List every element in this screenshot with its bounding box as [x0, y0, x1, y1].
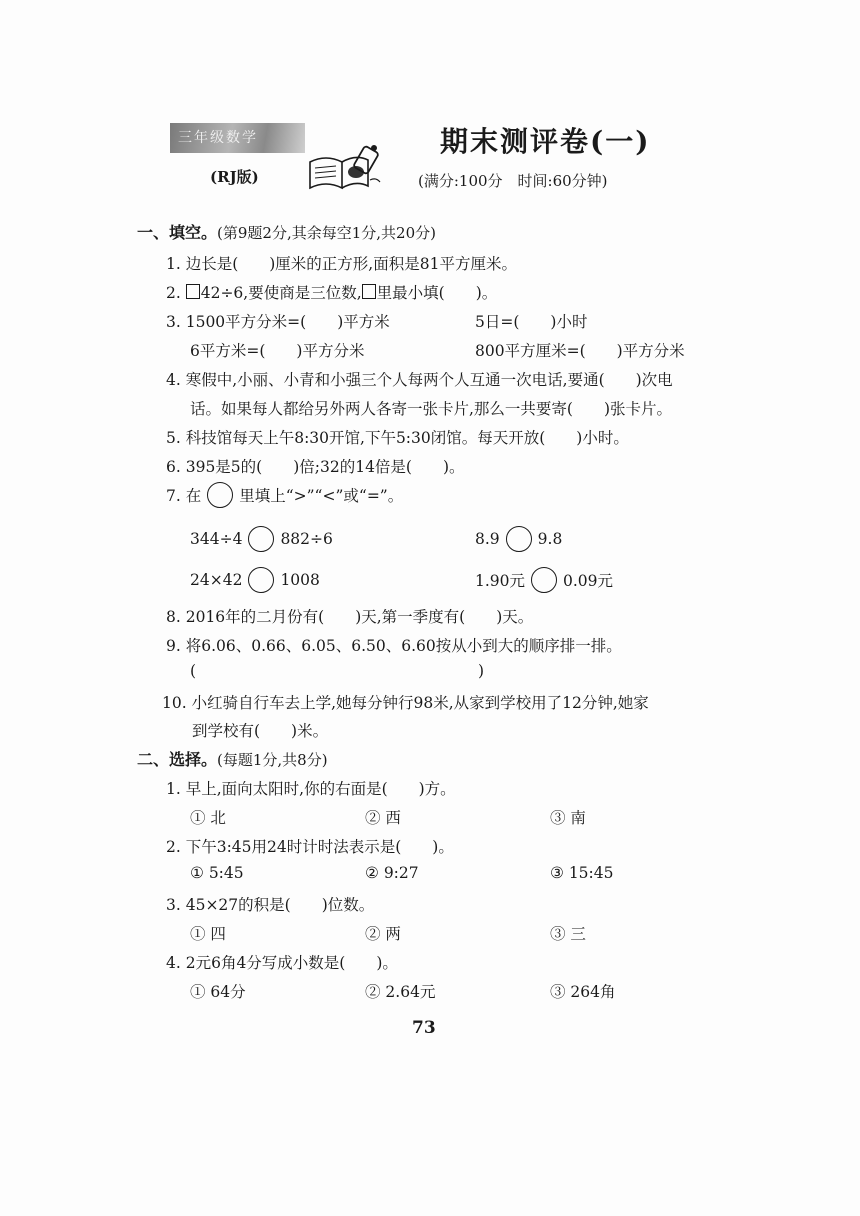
s1-q10a: 10. 小红骑自行车去上学,她每分钟行98米,从家到学校用了12分钟,她家	[162, 694, 649, 712]
edition-label: (RJ版)	[210, 168, 259, 186]
answer-circle	[248, 567, 274, 593]
s1-q9a: 9. 将6.06、0.66、6.05、6.50、6.60按从小到大的顺序排一排。	[166, 637, 622, 655]
s1-q3c: 6平方米=( )平方分米	[190, 342, 365, 360]
s1-q4a: 4. 寒假中,小丽、小青和小强三个人每两个人互通一次电话,要通( )次电	[166, 371, 673, 389]
s2-q1-opt3: ③ 南	[550, 809, 586, 827]
answer-circle	[248, 526, 274, 552]
blank-square	[186, 284, 200, 299]
section1-note: (第9题2分,其余每空1分,共20分)	[217, 224, 436, 242]
answer-circle	[531, 567, 557, 593]
score-time-info: (满分:100分 时间:60分钟)	[418, 172, 608, 190]
s2-q4: 4. 2元6角4分写成小数是( )。	[166, 954, 398, 972]
compare-1: 344÷4 882÷6	[190, 526, 333, 552]
s1-q3d: 800平方厘米=( )平方分米	[475, 342, 685, 360]
book-magnifier-icon	[306, 142, 384, 192]
s2-q4-opt2: ② 2.64元	[365, 983, 436, 1001]
s2-q3-opt3: ③ 三	[550, 925, 586, 943]
s1-q7: 7. 在 里填上“>”“<”或“=”。	[166, 482, 403, 508]
s2-q4-opt1: ① 64分	[190, 983, 246, 1001]
s1-q2: 2. 42÷6,要使商是三位数, 里最小填( )。	[166, 284, 498, 302]
s2-q1-opt1: ① 北	[190, 809, 226, 827]
s2-q3-opt2: ② 两	[365, 925, 401, 943]
grade-badge: 三年级数学	[170, 123, 305, 153]
s1-q3b: 5日=( )小时	[475, 313, 588, 331]
s1-q4b: 话。如果每人都给另外两人各寄一张卡片,那么一共要寄( )张卡片。	[190, 400, 673, 418]
s2-q4-opt3: ③ 264角	[550, 983, 616, 1001]
section2-note: (每题1分,共8分)	[217, 751, 328, 769]
page-title: 期末测评卷(一)	[440, 125, 651, 158]
s2-q1-opt2: ② 西	[365, 809, 401, 827]
compare-4: 1.90元 0.09元	[475, 567, 613, 593]
s1-q6: 6. 395是5的( )倍;32的14倍是( )。	[166, 458, 465, 476]
section2-heading: 二、选择。(每题1分,共8分)	[137, 750, 328, 769]
s1-q1: 1. 边长是( )厘米的正方形,面积是81平方厘米。	[166, 255, 517, 273]
compare-3: 24×42 1008	[190, 567, 320, 593]
s1-q8: 8. 2016年的二月份有( )天,第一季度有( )天。	[166, 608, 534, 626]
s2-q1: 1. 早上,面向太阳时,你的右面是( )方。	[166, 780, 456, 798]
s2-q2-opt2: ② 9:27	[365, 864, 419, 882]
answer-circle	[506, 526, 532, 552]
s2-q2-opt3: ③ 15:45	[550, 864, 614, 882]
s1-q9-close-paren: )	[478, 662, 485, 680]
s2-q2-opt1: ① 5:45	[190, 864, 244, 882]
s1-q3a: 3. 1500平方分米=( )平方米	[166, 313, 390, 331]
blank-square	[362, 284, 376, 299]
s1-q10b: 到学校有( )米。	[192, 722, 329, 740]
s1-q9-open-paren: (	[190, 662, 197, 680]
page-number: 73	[412, 1018, 436, 1038]
s2-q3-opt1: ① 四	[190, 925, 226, 943]
answer-circle	[207, 482, 233, 508]
s2-q3: 3. 45×27的积是( )位数。	[166, 896, 375, 914]
section1-heading: 一、填空。(第9题2分,其余每空1分,共20分)	[137, 223, 436, 242]
compare-2: 8.9 9.8	[475, 526, 562, 552]
s1-q5: 5. 科技馆每天上午8:30开馆,下午5:30闭馆。每天开放( )小时。	[166, 429, 629, 447]
s2-q2: 2. 下午3:45用24时计时法表示是( )。	[166, 838, 454, 856]
